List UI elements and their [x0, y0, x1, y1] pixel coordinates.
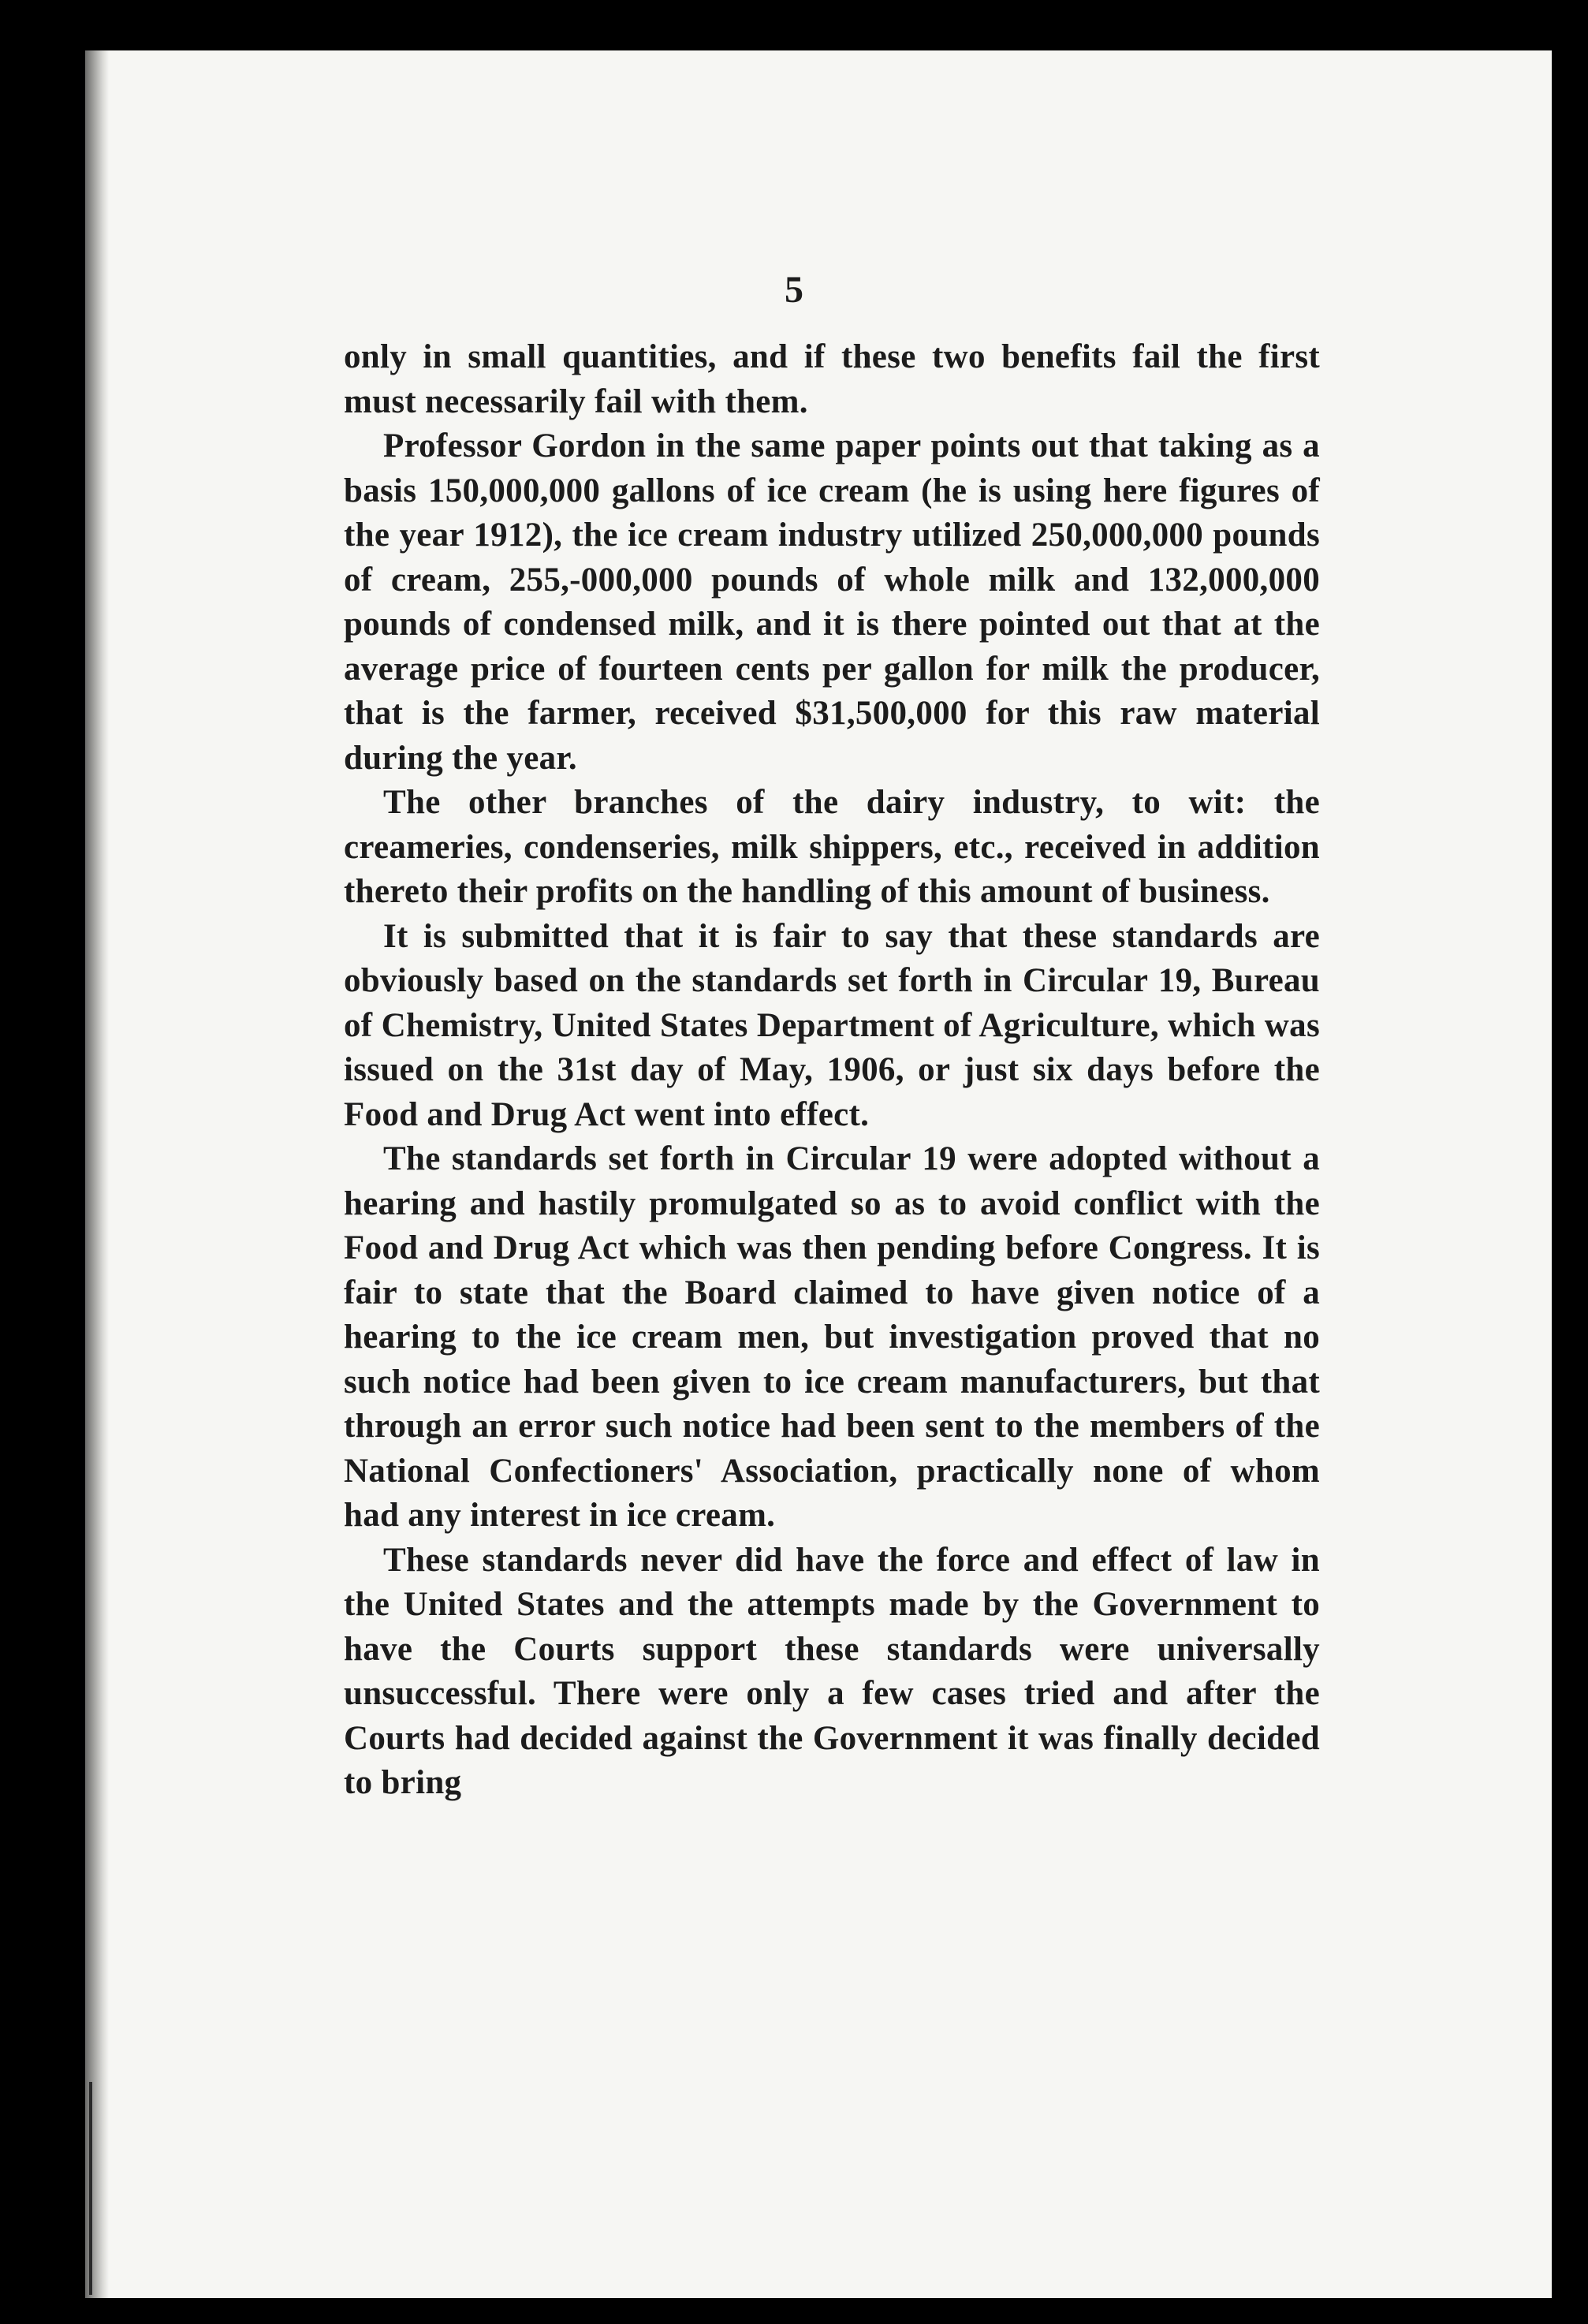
paragraph-2: Professor Gordon in the same paper points out that taking as a basis 150,000,000 gallons of ice cream (he is using here figures of the year 1912), the ice cream industry utilized 250,000,000 pounds of cream, 255,-000,000 pounds of whole milk and 132,000,000 pounds of condensed milk, and it is there pointed out that at the average price of fourteen cents per gallon for milk the producer, that is the farmer, received $31,500,000 for this raw material during the year.: [344, 427, 1320, 777]
binding-mark: [89, 2082, 92, 2295]
body-text: [344, 335, 1320, 1806]
paragraph-4: It is submitted that it is fair to say that these standards are obviously based on the standards set forth in Circular 19, Bureau of Chemistry, United States Department of Agriculture, which was issued on the 31st day of May, 1906, or just six days before the Food and Drug Act went into effect.: [344, 917, 1320, 1133]
paragraph-3: The other branches of the dairy industry, to wit: the creameries, condenseries, milk shippers, etc., received in addition thereto their profits on the handling of this amount of business.: [344, 784, 1320, 910]
paragraph-1: only in small quantities, and if these two benefits fail the first must necessarily fail with them.: [344, 338, 1320, 420]
binding-gutter: [85, 50, 109, 2298]
paragraph-5: The standards set forth in Circular 19 were adopted without a hearing and hastily promulgated so as to avoid conflict with the Food and Drug Act which was then pending before Congress. It is fair to state that the Board claimed to have given notice of a hearing to the ice cream men, but investigation proved that no such notice had been given to ice cream manufacturers, but that through an error such notice had been sent to the members of the National Confectioners' Association, practically none of whom had any interest in ice cream.: [344, 1140, 1320, 1534]
page-number: 5: [785, 269, 803, 311]
paragraph-6: These standards never did have the force and effect of law in the United States and the attempts made by the Government to have the Courts support these standards were universally unsuccessful. There were only a few cases tried and after the Courts had decided against the Government it was finally decided to bring: [344, 1541, 1320, 1801]
